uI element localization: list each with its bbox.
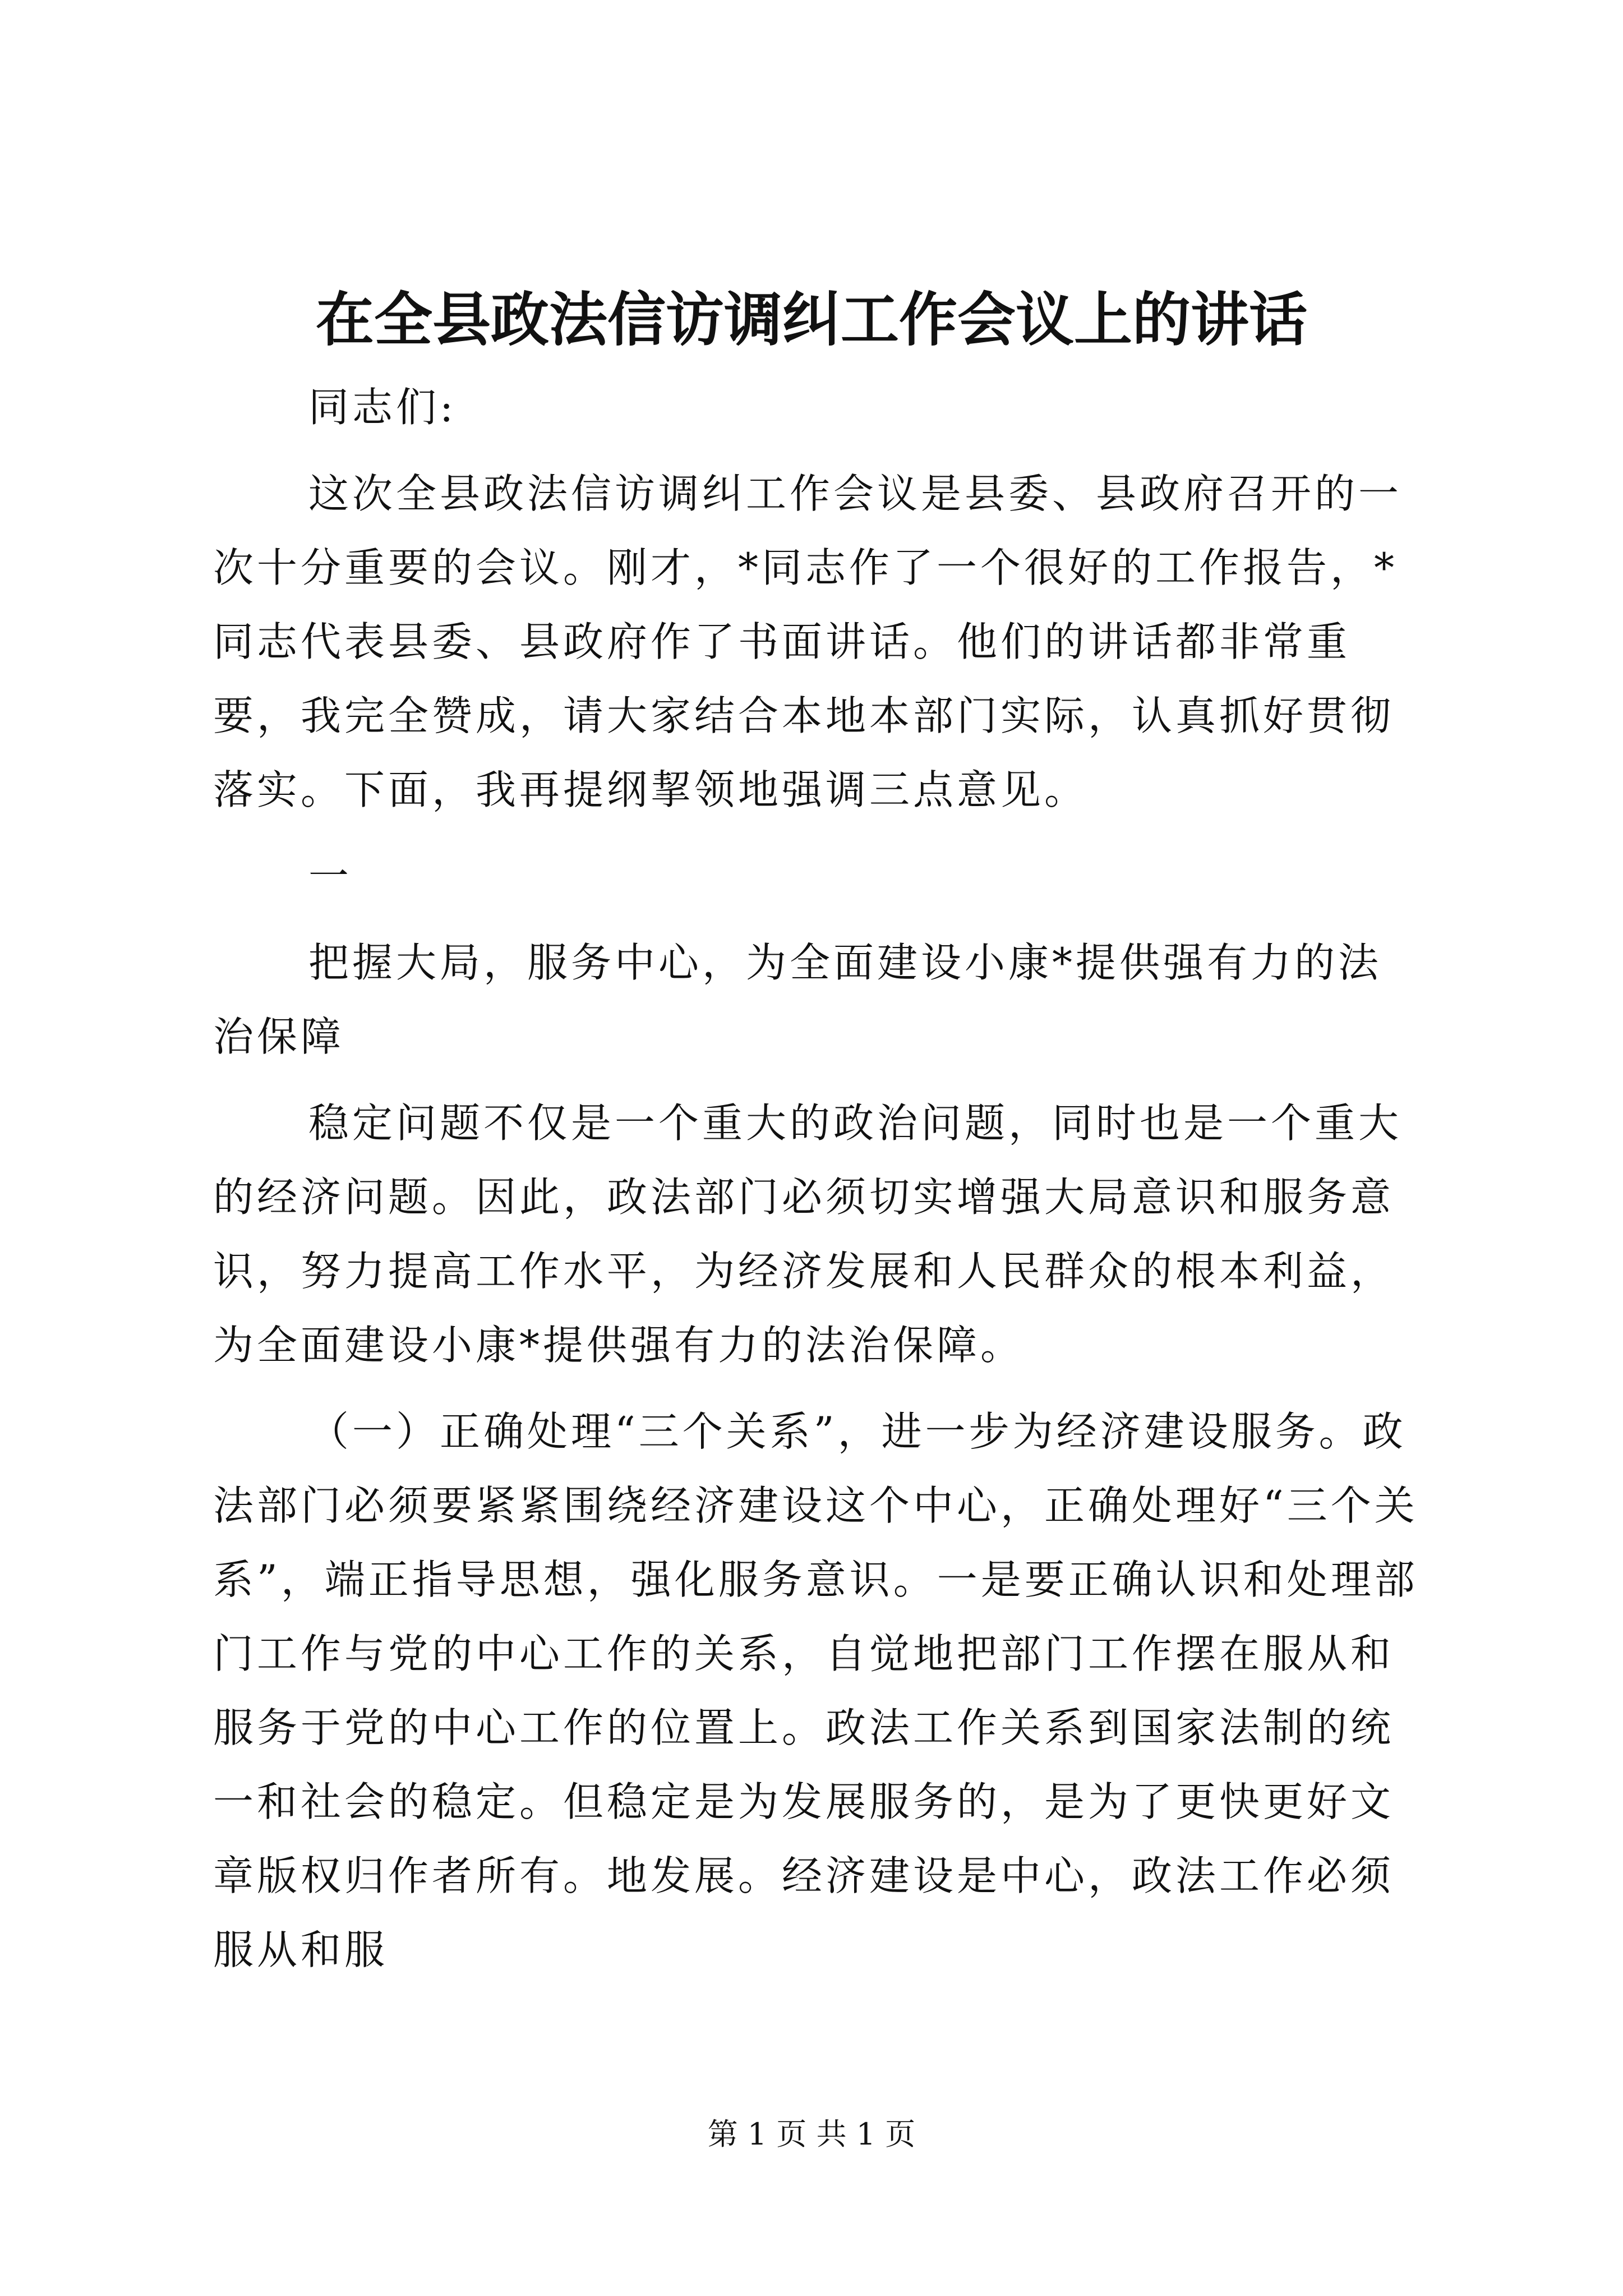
section-number: 一 <box>308 853 353 900</box>
document-title: 在全县政法信访调纠工作会议上的讲话 <box>315 285 1307 354</box>
paragraph-three-relations: （一）正确处理“三个关系”，进一步为经济建设服务。政法部门必须要紧紧围绕经济建设这个中心，正确处理好“三个关系”，端正指导思想，强化服务意识。一是要正确认识和处理部门工作与党的中心工作的关系，自觉地把部门工作摆在服从和服务于党的中心工作的位置上。政法工作关系到国家法制的统一和社会的稳定。但稳定是为发展服务的，是为了更快更好文章版权归作者所有。地发展。经济建设是中心，政法工作必须服从和服 <box>213 1408 1418 1973</box>
paragraph-intro: 这次全县政法信访调纠工作会议是县委、县政府召开的一次十分重要的会议。刚才，*同志作了一个很好的工作报告，*同志代表县委、县政府作了书面讲话。他们的讲话都非常重要，我完全赞成，请大家结合本地本部门实际，认真抓好贯彻落实。下面，我再提纲挈领地强调三点意见。 <box>213 470 1403 813</box>
page-footer: 第 1 页 共 1 页 <box>707 2116 916 2152</box>
paragraph-stability: 稳定问题不仅是一个重大的政治问题，同时也是一个重大的经济问题。因此，政法部门必须切实增强大局意识和服务意识，努力提高工作水平，为经济发展和人民群众的根本利益，为全面建设小康*提供强有力的法治保障。 <box>213 1099 1403 1369</box>
document-body <box>213 370 1419 1999</box>
salutation: 同志们: <box>308 384 457 431</box>
section-heading: 把握大局，服务中心，为全面建设小康*提供强有力的法治保障 <box>213 939 1382 1060</box>
